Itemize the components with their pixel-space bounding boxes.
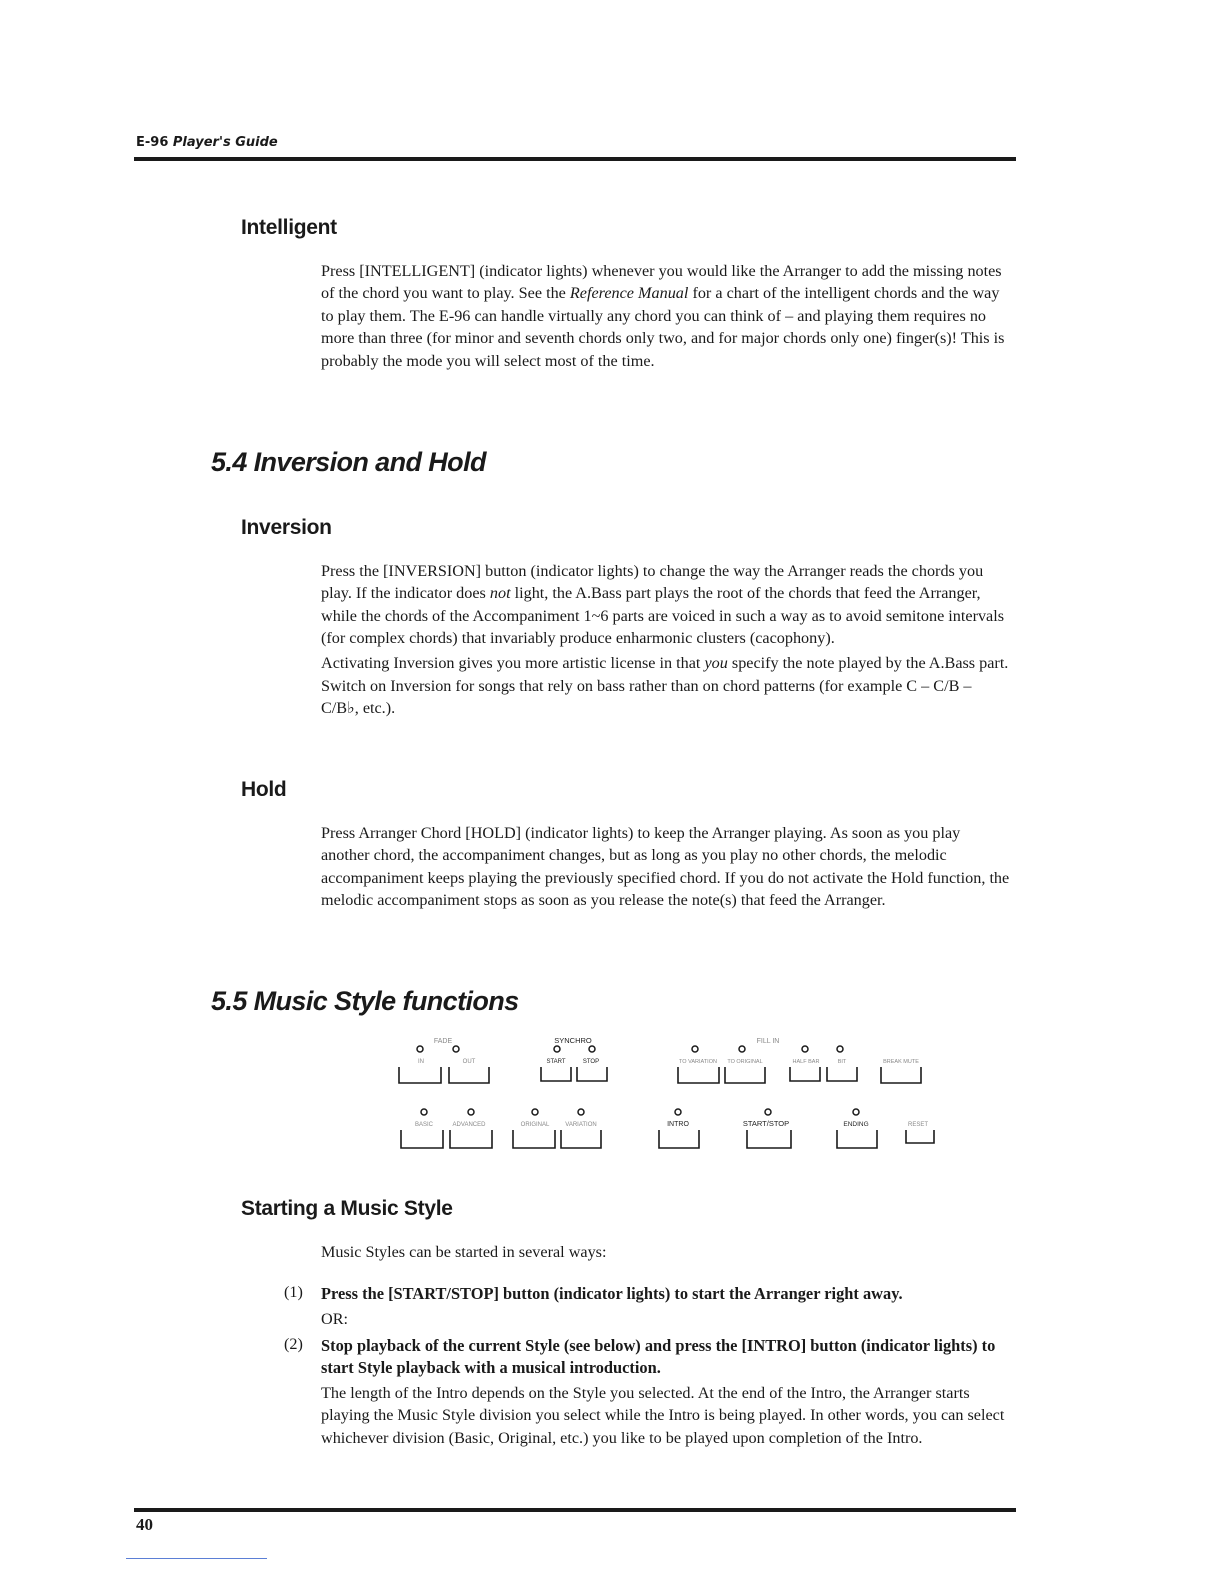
footer-rule	[134, 1508, 1016, 1512]
fade-label: FADE	[433, 1038, 453, 1045]
intelligent-heading: Intelligent	[241, 216, 337, 239]
step-2-number: (2)	[284, 1335, 303, 1353]
header-product: E-96	[136, 135, 169, 150]
original-label: ORIGINAL	[520, 1122, 550, 1128]
to-variation-label: TO VARIATION	[679, 1059, 717, 1065]
synchro-start-label: START	[546, 1059, 566, 1065]
inversion-paragraph-1: Press the [INVERSION] button (indicator lights) to change the way the Arranger reads the chords you play. If the indicator does not light, the A.Bass part plays the root of the chords that feed the Arranger, while the chords of the Accompaniment 1~6 parts are voiced in such a way as to avoid semitone intervals (for complex chords) that invariably produce enharmonic clusters (cacophony).	[321, 562, 1005, 648]
hold-paragraph: Press Arranger Chord [HOLD] (indicator lights) to keep the Arranger playing. As soon as you play another chord, the accompaniment changes, but as long as you play no other chords, the melodic accompaniment keeps playing the previously specified chord. If you do not activate the Hold function, the melodic accompaniment stops as soon as you release the note(s) that feed the Arranger.	[321, 824, 1010, 910]
intelligent-body	[321, 260, 1011, 372]
hold-body	[321, 822, 1011, 912]
ending-label: ENDING	[843, 1121, 869, 1128]
header-rule	[134, 157, 1016, 161]
footer-link-line	[126, 1558, 267, 1559]
page-number: 40	[136, 1515, 153, 1534]
fade-out-label: OUT	[462, 1059, 476, 1065]
step-1-number: (1)	[284, 1283, 303, 1301]
basic-label: BASIC	[414, 1122, 434, 1128]
half-bar-label: HALF BAR	[792, 1059, 820, 1065]
to-original-label: TO ORIGINAL	[727, 1059, 763, 1065]
or-text: OR:	[321, 1310, 348, 1328]
panel-buttons	[399, 1067, 934, 1148]
break-mute-label: BREAK MUTE	[883, 1059, 919, 1065]
running-header	[136, 135, 278, 150]
intro-label: INTRO	[667, 1121, 689, 1128]
synchro-label: SYNCHRO	[554, 1036, 592, 1045]
fade-in-label: IN	[418, 1059, 424, 1065]
reset-label: RESET	[907, 1122, 929, 1128]
start-stop-label: START/STOP	[742, 1119, 790, 1128]
inversion-body	[321, 560, 1011, 719]
section-5-5-heading: 5.5 Music Style functions	[211, 986, 519, 1016]
fill-in-label: FILL IN	[756, 1038, 780, 1045]
step-2-paragraph: The length of the Intro depends on the Style you selected. At the end of the Intro, the Arranger starts playing the Music Style division you select while the Intro is being played. In other words, you can select whichever division (Basic, Original, etc.) you like to be played upon completion of the Intro.	[321, 1384, 1005, 1447]
starting-intro-text: Music Styles can be started in several ways:	[321, 1243, 607, 1261]
inversion-heading: Inversion	[241, 516, 332, 539]
reference-manual-title: Reference Manual	[569, 284, 689, 303]
hold-heading: Hold	[241, 778, 287, 801]
music-style-panel-diagram	[380, 1030, 960, 1165]
variation-label: VARIATION	[565, 1122, 597, 1128]
step-1-text: Press the [START/STOP] button (indicator lights) to start the Arranger right away.	[321, 1284, 903, 1303]
step-2-text: Stop playback of the current Style (see below) and press the [INTRO] button (indicator lights) to start Style playback with a musical introduction.	[321, 1336, 996, 1378]
inversion-paragraph-2: Activating Inversion gives you more artistic license in that you specify the note played by the A.Bass part. Switch on Inversion for songs that rely on bass rather than on chord patterns (for example C – C/B – C/B♭, etc.).	[321, 654, 1009, 718]
header-guide-title: Player's Guide	[172, 135, 278, 150]
panel-labels	[415, 1036, 928, 1128]
fill-bit-label: BIT	[837, 1059, 847, 1065]
synchro-stop-label: STOP	[582, 1059, 600, 1065]
advanced-label: ADVANCED	[452, 1122, 486, 1128]
intelligent-paragraph: Press [INTELLIGENT] (indicator lights) whenever you would like the Arranger to add the missing notes of the chord you want to play. See the Reference Manual for a chart of the intelligent chords and the way to play them. The E-96 can handle virtually any chord you can think of – and playing them requires no more than three (for minor and seventh chords only two, and for major chords only one) finger(s)! This is probably the mode you will select most of the time.	[321, 262, 1005, 370]
section-5-4-heading: 5.4 Inversion and Hold	[211, 447, 486, 477]
starting-music-style-heading: Starting a Music Style	[241, 1197, 453, 1220]
step-2-body	[321, 1382, 1011, 1449]
